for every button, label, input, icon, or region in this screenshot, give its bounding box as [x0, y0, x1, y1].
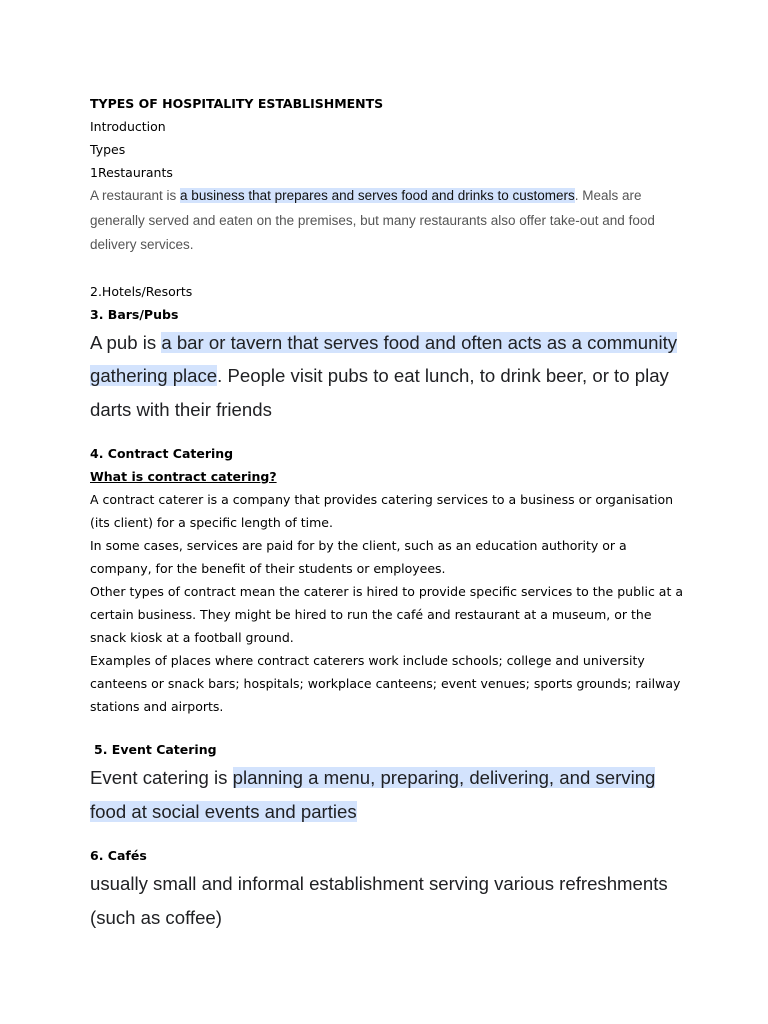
bars-heading: 3. Bars/Pubs: [90, 306, 179, 322]
contract-subheading: What is contract catering?: [90, 469, 277, 484]
document-body: [90, 92, 690, 934]
event-highlight: planning a menu, preparing, delivering, and serving food at social events and parties: [90, 767, 656, 822]
types-heading: Types: [90, 142, 126, 157]
contract-heading: 4. Contract Catering: [90, 446, 234, 461]
bars-highlight: a bar or tavern that serves food and often acts as a community gathering place: [90, 331, 678, 386]
restaurants-heading: 1Restaurants: [90, 165, 173, 180]
intro-heading: Introduction: [90, 119, 166, 134]
contract-paragraph-1: A contract caterer is a company that provides catering services to a business or organisation (its client) for a specific length of time.: [90, 492, 674, 530]
restaurants-highlight: a business that prepares and serves food and drinks to customers: [180, 188, 575, 203]
event-heading: 5. Event Catering: [94, 742, 217, 757]
cafes-paragraph: usually small and informal establishment serving various refreshments (such as coffee): [90, 873, 668, 928]
event-text-pre: Event catering is: [90, 767, 233, 788]
contract-paragraph-2: In some cases, services are paid for by the client, such as an education authority or a company, for the benefit of their students or employees.: [90, 538, 627, 576]
event-paragraph: [90, 761, 690, 828]
bars-paragraph: [90, 326, 690, 427]
restaurants-text-post: . Meals are generally served and eaten on the premises, but many restaurants also offer take-out and food delivery services.: [90, 188, 655, 252]
hotels-heading: 2.Hotels/Resorts: [90, 283, 193, 299]
restaurants-text-pre: A restaurant is: [90, 188, 181, 203]
restaurants-paragraph: [90, 184, 690, 258]
contract-paragraph-4: Examples of places where contract caterers work include schools; college and university canteens or snack bars; hospitals; workplace canteens; event venues; sports grounds; railway stations and airports.: [90, 653, 681, 714]
document-title: TYPES OF HOSPITALITY ESTABLISHMENTS: [90, 96, 384, 111]
contract-paragraph-3: Other types of contract mean the caterer is hired to provide specific services to the public at a certain business. They might be hired to run the café and restaurant at a museum, or the snack kiosk at a football ground.: [90, 584, 683, 645]
bars-text-pre: A pub is: [90, 331, 162, 353]
cafes-heading: 6. Cafés: [90, 848, 147, 863]
bars-text-post: . People visit pubs to eat lunch, to drink beer, or to play darts with their friends: [90, 365, 669, 420]
